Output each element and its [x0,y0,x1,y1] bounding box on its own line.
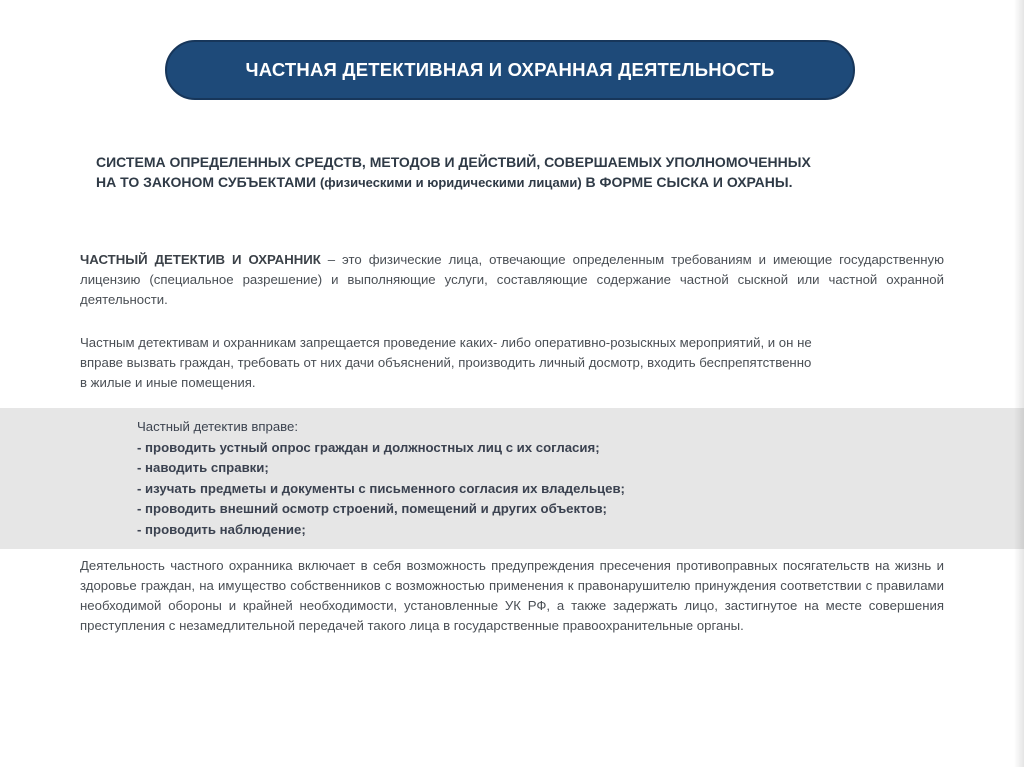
rights-item: - проводить устный опрос граждан и должностных лиц с их согласия; [137,439,600,455]
paragraph-prohibitions [80,333,944,393]
title-banner [165,40,855,100]
rights-item: - наводить справки; [137,460,269,475]
paragraph-2-line-3: в жилые и иные помещения. [80,375,256,390]
rights-heading: Частный детектив вправе: [137,419,299,434]
paragraph-2-line-1: Частным детективам и охранникам запрещается проведение каких- либо оперативно-розыскных мероприятий, и он не [80,335,812,350]
rights-item: - проводить наблюдение; [137,521,306,537]
paragraph-guard-activity: Деятельность частного охранника включает в себя возможность предупреждения пресечения противоправных посягательств на жизнь и здоровье граждан, на имущество собственников с возможностью применения к правонарушителю принуждения соответствии с правилами необходимой обороны и крайней необходимости, установленные УК РФ, а также задержать лицо, застигнутое на месте совершения преступления с незамедлительной передачей такого лица в государственные правоохранительные органы. [80,558,944,633]
definition-line-2-end: В ФОРМЕ СЫСКА И ОХРАНЫ. [581,174,793,190]
rights-item: - проводить внешний осмотр строений, помещений и других объектов; [137,501,607,516]
term-detective-guard: ЧАСТНЫЙ ДЕТЕКТИВ И ОХРАННИК [80,252,321,267]
definition-line-2 [96,172,926,193]
paragraph-2-line-2: вправе вызвать граждан, требовать от них дачи объяснений, производить личный досмотр, входить беспрепятственно [80,355,812,370]
definition-line-1: СИСТЕМА ОПРЕДЕЛЕННЫХ СРЕДСТВ, МЕТОДОВ И ДЕЙСТВИЙ, СОВЕРШАЕМЫХ УПОЛНОМОЧЕННЫХ [96,154,811,170]
definition-block [96,152,926,193]
definition-line-2-start: НА ТО ЗАКОНОМ СУБЪЕКТАМИ [96,174,320,190]
slide-edge-shadow [1014,0,1024,767]
slide-title: ЧАСТНАЯ ДЕТЕКТИВНАЯ И ОХРАННАЯ ДЕЯТЕЛЬНОСТЬ [245,59,775,80]
paragraph-detective-definition [80,250,944,310]
rights-item: - изучать предметы и документы с письменного согласия их владельцев; [137,480,625,496]
rights-list [137,417,897,540]
definition-parenthetical: (физическими и юридическими лицами) [319,175,582,190]
paragraph-1-text: – это физические лица, отвечающие определенным требованиям и имеющие государственную лицензию (специальное разрешение) и выполняющие услуги, составляющие содержание частной сыскной или частной охранной деятельности. [80,252,944,307]
